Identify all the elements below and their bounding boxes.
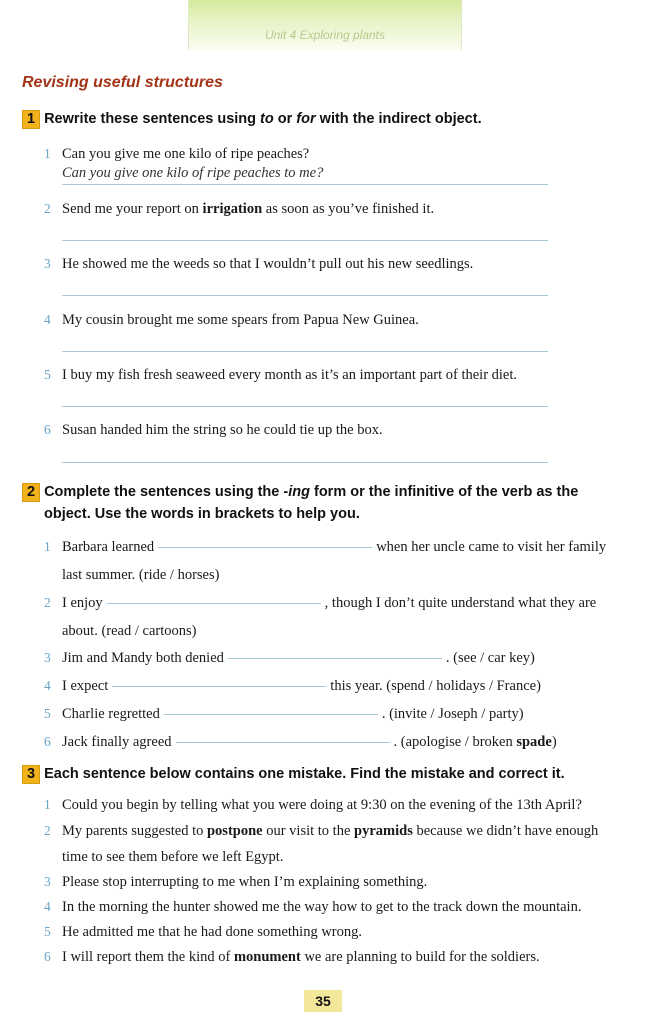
ex1-item-1-answer: Can you give one kilo of ripe peaches to me?	[62, 165, 324, 181]
exercise-3-heading: 3 Each sentence below contains one mistake. Find the mistake and correct it.	[22, 763, 632, 785]
exercise-2-number: 2	[22, 483, 40, 502]
section-title: Revising useful structures	[22, 74, 223, 91]
answer-line[interactable]	[62, 351, 548, 352]
fill-blank[interactable]	[158, 547, 372, 548]
fill-blank[interactable]	[112, 686, 326, 687]
fill-blank[interactable]	[228, 658, 442, 659]
answer-line[interactable]	[62, 240, 548, 241]
fill-blank[interactable]	[164, 714, 378, 715]
unit-title: Unit 4 Exploring plants	[264, 28, 386, 42]
exercise-1-heading: 1 Rewrite these sentences using to or for with the indirect object.	[22, 108, 632, 130]
exercise-2-heading: 2 Complete the sentences using the -ing form or the infinitive of the verb as the object. Use the words in brackets to help you.	[22, 481, 632, 525]
page-number: 35	[304, 990, 342, 1012]
exercise-1-number: 1	[22, 110, 40, 129]
unit-banner	[188, 0, 462, 50]
fill-blank[interactable]	[107, 603, 321, 604]
fill-blank[interactable]	[176, 742, 390, 743]
answer-line[interactable]	[62, 406, 548, 407]
answer-line[interactable]	[62, 184, 548, 185]
answer-line[interactable]	[62, 295, 548, 296]
exercise-3-number: 3	[22, 765, 40, 784]
answer-line[interactable]	[62, 462, 548, 463]
